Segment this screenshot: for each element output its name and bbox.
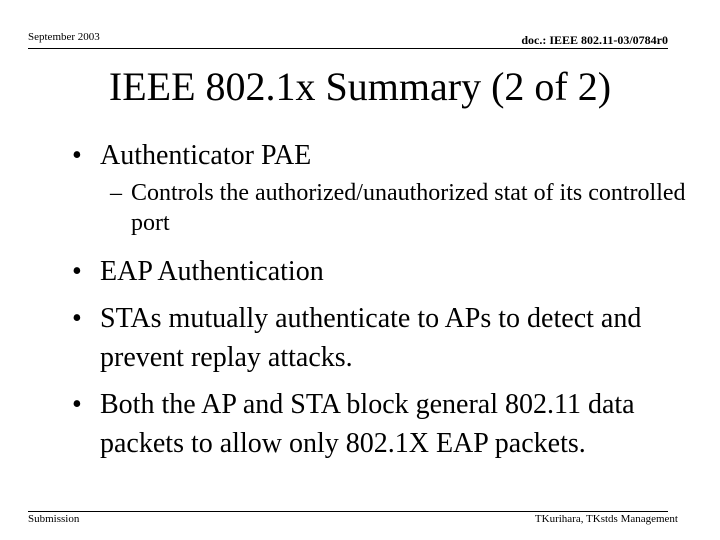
bullet-mutual-authentication: STAs mutually authenticate to APs to detect and prevent replay attacks. — [100, 303, 642, 373]
bullet-marker: • — [72, 389, 82, 420]
bullet-marker: • — [72, 140, 82, 171]
slide-title: IEEE 802.1x Summary (2 of 2) — [108, 64, 612, 109]
header-date: September 2003 — [28, 31, 100, 43]
sub-bullet-marker: – — [110, 180, 122, 206]
bullet-block-data-packets: Both the AP and STA block general 802.11 data packets to allow only 802.1X EAP packets. — [100, 389, 635, 459]
bullet-marker: • — [72, 303, 82, 334]
footer-author: TKurihara, TKstds Management — [534, 513, 678, 525]
sub-bullet-controlled-port: Controls the authorized/unauthorized stat of its controlled port — [131, 180, 686, 236]
footer-divider — [28, 511, 668, 512]
bullet-eap-authentication: EAP Authentication — [100, 256, 324, 287]
bullet-marker: • — [72, 256, 82, 287]
bullet-authenticator-pae: Authenticator PAE — [100, 140, 312, 171]
header-doc-id: doc.: IEEE 802.11-03/0784r0 — [521, 33, 668, 47]
footer-submission: Submission — [28, 513, 80, 525]
